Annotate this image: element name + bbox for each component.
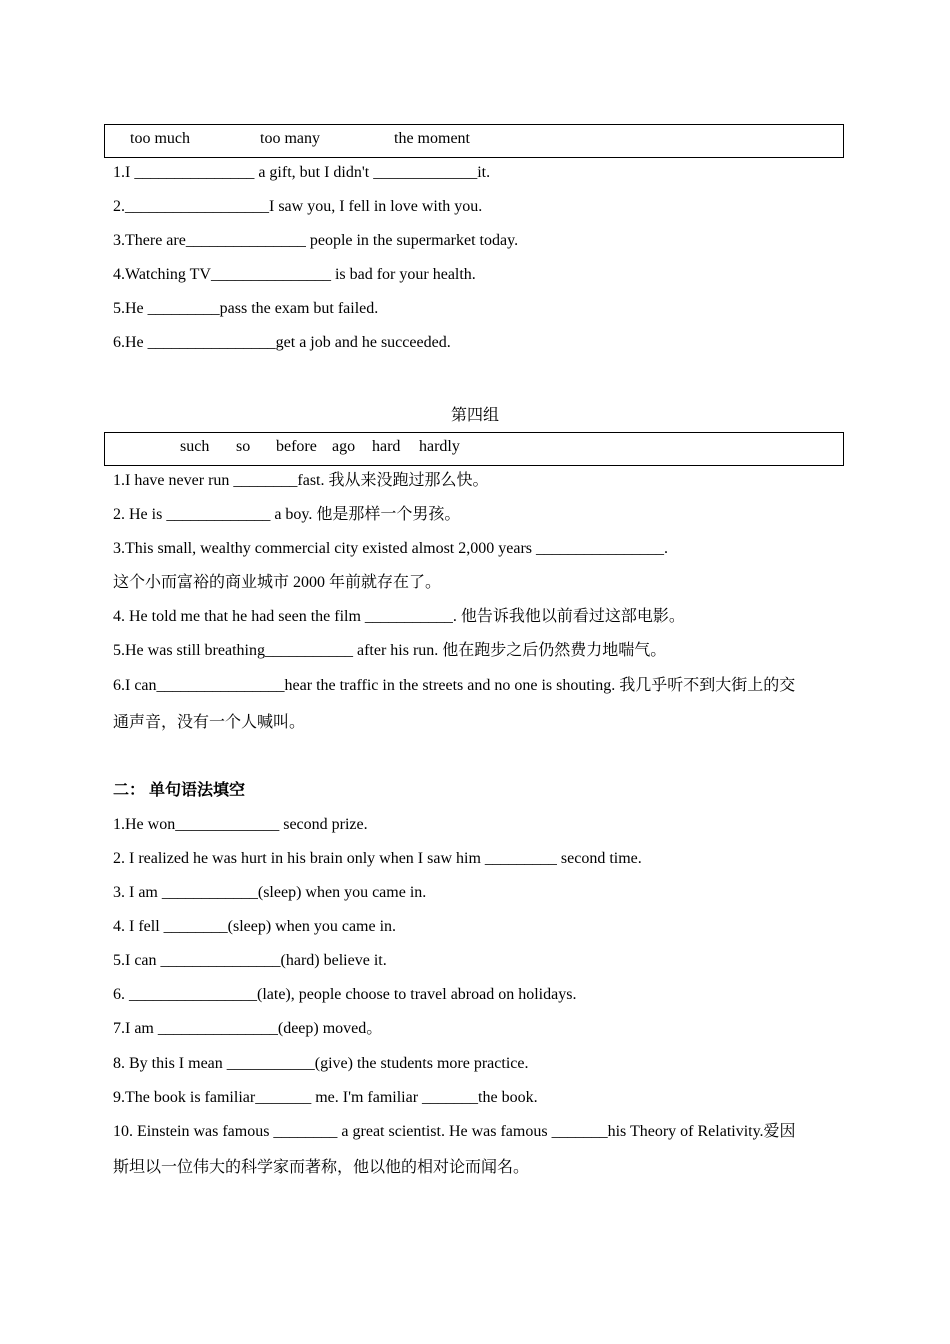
exercise-line: 2.__________________I saw you, I fell in love with you. (113, 198, 483, 215)
exercise-line: 2. I realized he was hurt in his brain only when I saw him _________ second time. (113, 850, 642, 867)
exercise-line: 1.He won_____________ second prize. (113, 816, 368, 833)
word-option: such (180, 438, 210, 455)
exercise-line: 3.This small, wealthy commercial city existed almost 2,000 years ________________. (113, 540, 669, 557)
exercise-line: 5.He _________pass the exam but failed. (113, 300, 379, 317)
exercise-line: 1.I _______________ a gift, but I didn't _____________it. (113, 164, 491, 181)
word-option: ago (332, 438, 356, 455)
exercise-line: 斯坦以一位伟大的科学家而著称，他以他的相对论而闻名。 (113, 1159, 530, 1176)
exercise-line: 6.I can________________hear the traffic in the streets and no one is shouting. 我几乎听不到大街上的交 (113, 677, 796, 694)
exercise-line: 4. I fell ________(sleep) when you came in. (113, 918, 397, 935)
exercise-line: 7.I am _______________(deep) moved。 (113, 1020, 383, 1037)
exercise-line: 4.Watching TV_______________ is bad for your health. (113, 266, 476, 283)
exercise-line: 3.There are_______________ people in the supermarket today. (113, 232, 519, 249)
exercise-line: 9.The book is familiar_______ me. I'm familiar _______the book. (113, 1089, 538, 1106)
exercise-line: 8. By this I mean ___________(give) the students more practice. (113, 1055, 529, 1072)
exercise-line: 通声音，没有一个人喊叫。 (113, 714, 306, 731)
word-option: too many (260, 130, 320, 147)
section-heading: 二： 单句语法填空 (113, 782, 246, 799)
exercise-line: 2. He is _____________ a boy. 他是那样一个男孩。 (113, 506, 461, 523)
word-box-group3 (104, 124, 844, 158)
word-box-group4 (104, 432, 844, 466)
word-option: the moment (394, 130, 470, 147)
word-option: so (236, 438, 251, 455)
group-title: 第四组 (450, 407, 499, 424)
exercise-line: 6.He ________________get a job and he succeeded. (113, 334, 451, 351)
word-option: too much (130, 130, 190, 147)
exercise-line: 10. Einstein was famous ________ a great scientist. He was famous _______his Theory of Relativity.爱因 (113, 1123, 796, 1140)
word-option: hard (372, 438, 401, 455)
exercise-line: 1.I have never run ________fast. 我从来没跑过那么快。 (113, 472, 489, 489)
exercise-line: 5.I can _______________(hard) believe it. (113, 952, 387, 969)
exercise-line: 5.He was still breathing___________ after his run. 他在跑步之后仍然费力地喘气。 (113, 642, 667, 659)
exercise-line: 3. I am ____________(sleep) when you came in. (113, 884, 427, 901)
exercise-line: 这个小而富裕的商业城市 2000 年前就存在了。 (113, 574, 442, 591)
word-option: hardly (419, 438, 460, 455)
word-option: before (276, 438, 317, 455)
exercise-line: 4. He told me that he had seen the film ___________. 他告诉我他以前看过这部电影。 (113, 608, 685, 625)
exercise-line: 6. ________________(late), people choose to travel abroad on holidays. (113, 986, 577, 1003)
